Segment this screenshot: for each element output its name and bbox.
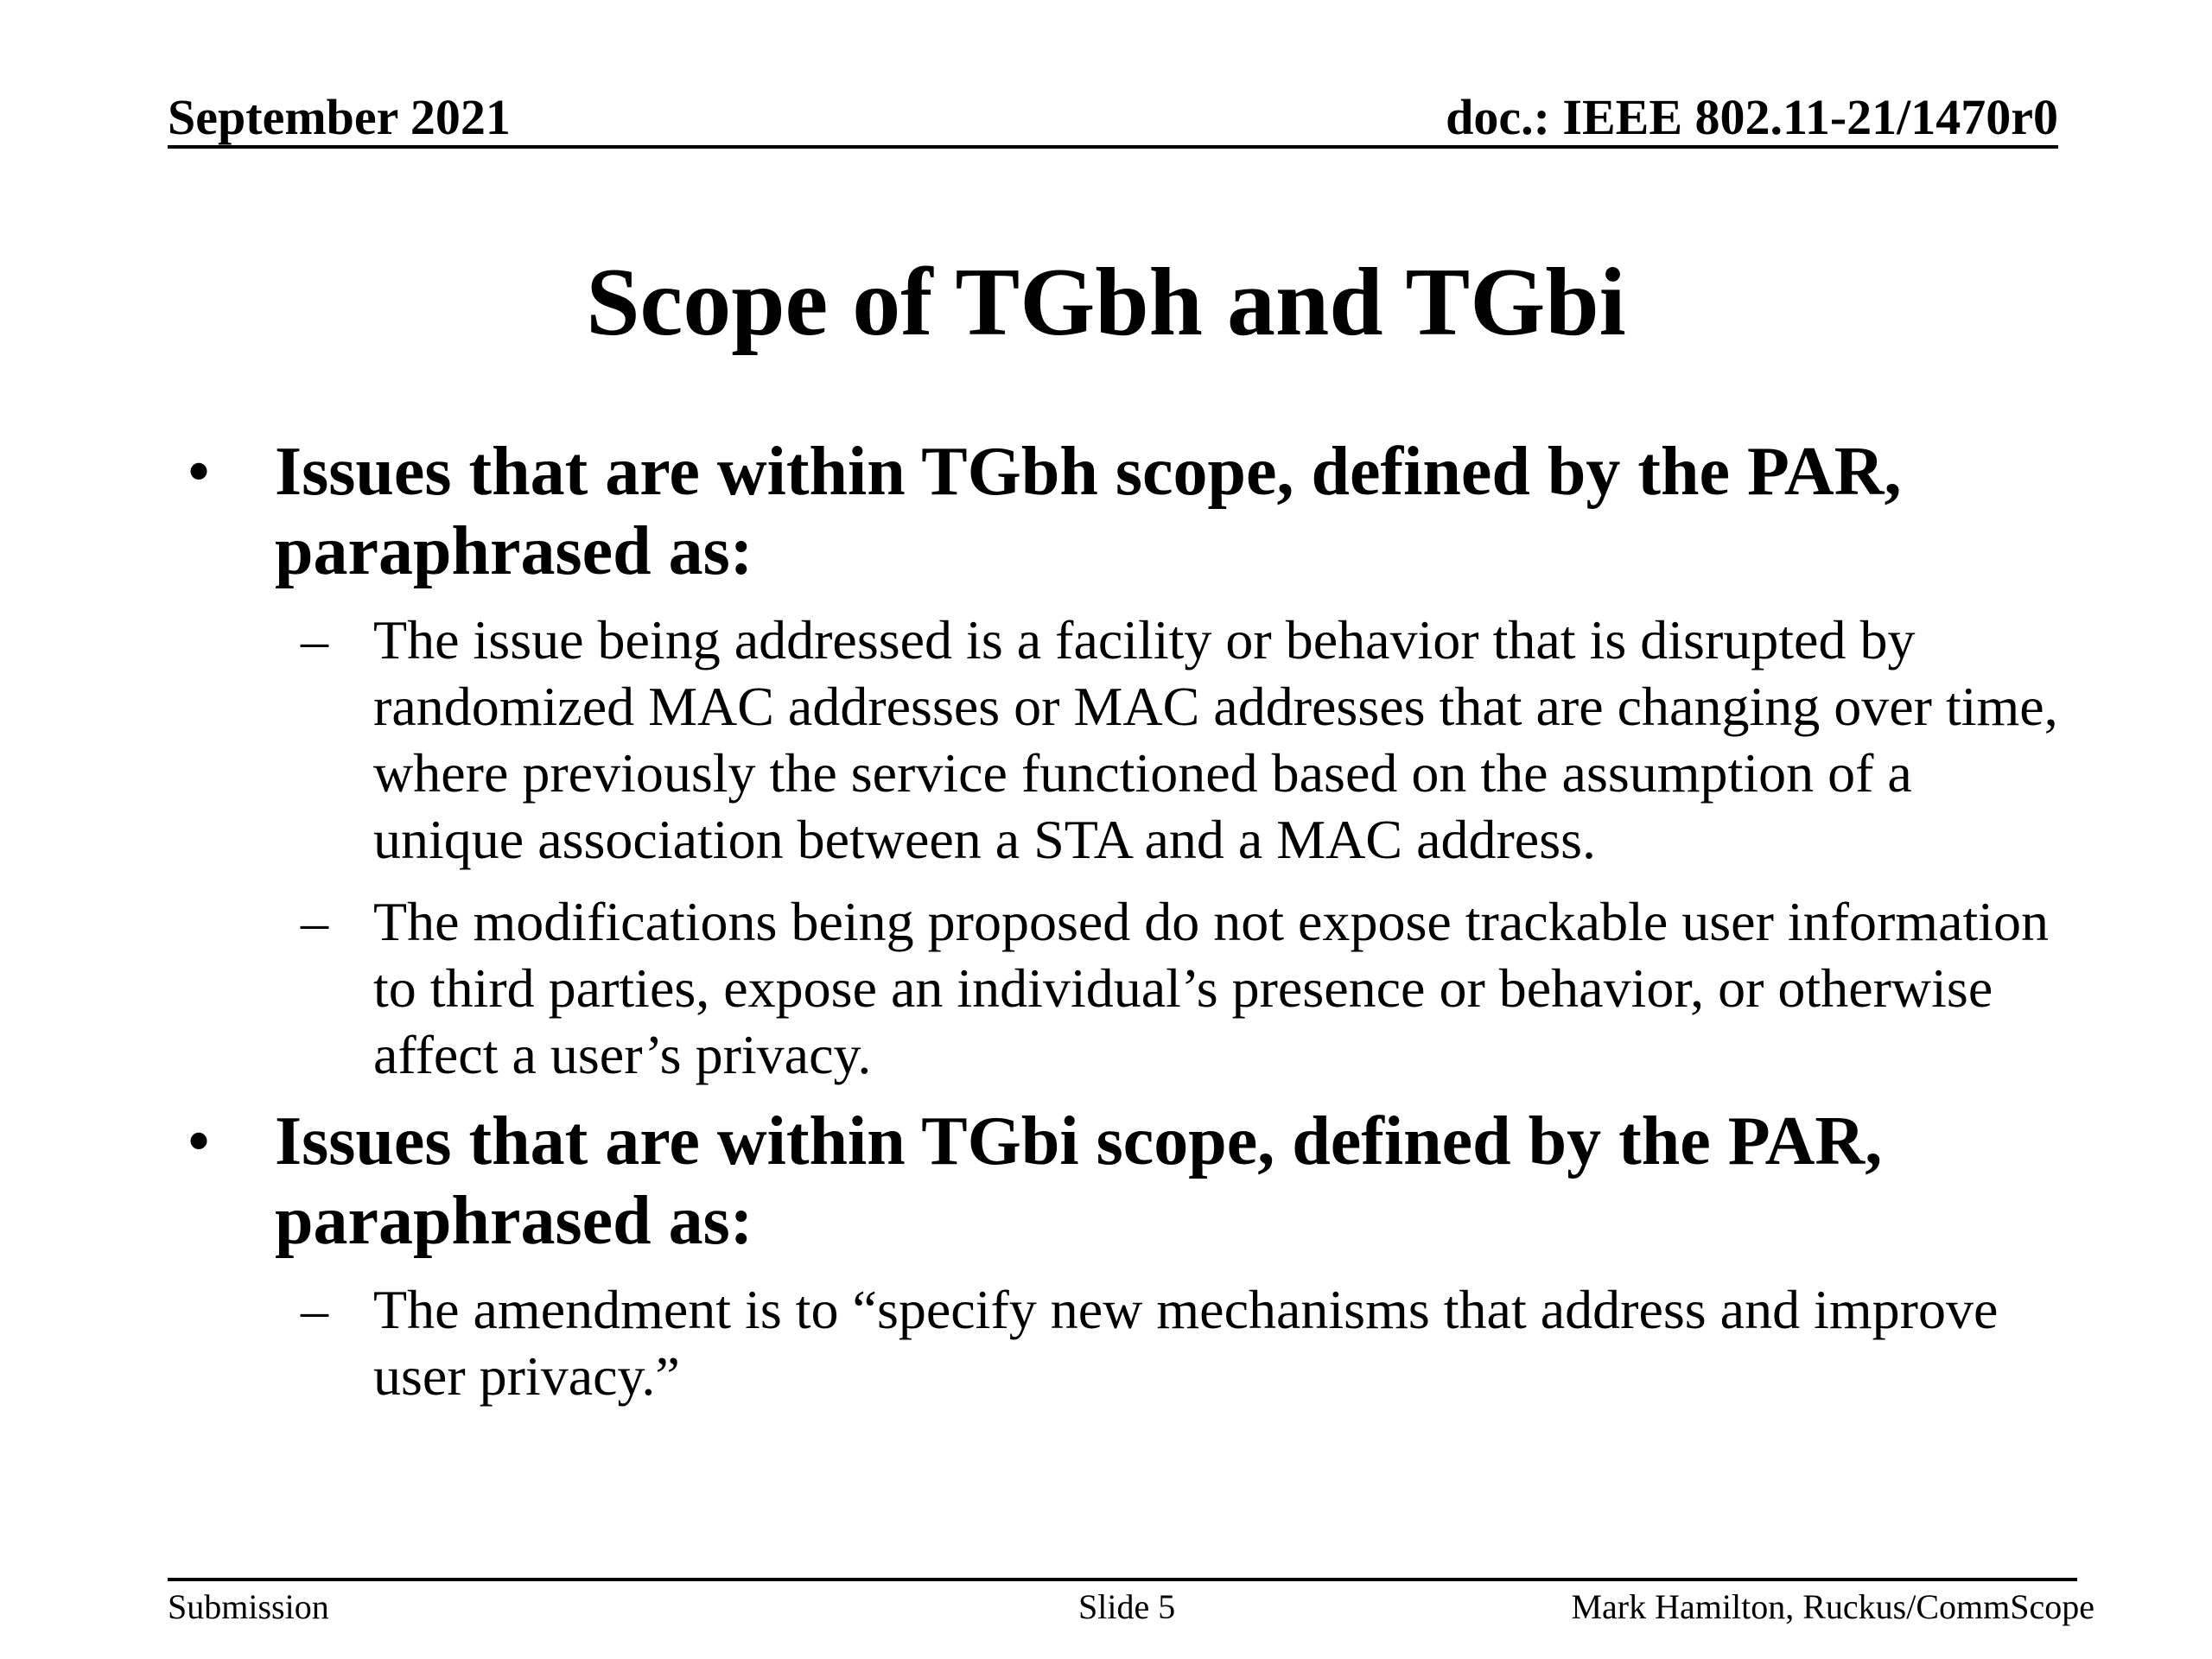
header-date: September 2021	[168, 89, 511, 145]
footer-slide-number: Slide 5	[1078, 1587, 1176, 1626]
dash-icon: –	[301, 609, 328, 671]
subitem-text: The issue being addressed is a facility or behavior that is disrupted by randomized MAC addresses or MAC addresses that are changing over time, where previously the service functioned based on the assumption of a unique association between a STA and a MAC address.	[373, 609, 2058, 870]
bullet-text: Issues that are within TGbi scope, defined by the PAR, paraphrased as:	[275, 1103, 1883, 1259]
slide-title: Scope of TGbh and TGbi	[586, 249, 1626, 356]
slide-footer	[168, 1583, 2094, 1631]
bullet-text: Issues that are within TGbh scope, defined by the PAR, paraphrased as:	[275, 434, 1902, 589]
subitem-tgbh-modifications	[173, 888, 2074, 1088]
slide-header	[168, 83, 2058, 152]
header-doc-id: doc.: IEEE 802.11-21/1470r0	[1446, 89, 2058, 145]
footer-rule	[168, 1578, 2077, 1581]
bullet-icon: •	[187, 1103, 212, 1179]
subitem-tgbi-amendment	[173, 1276, 2074, 1409]
subitem-text: The amendment is to “specify new mechanisms that address and improve user privacy.”	[373, 1279, 1999, 1407]
bullet-icon: •	[187, 434, 212, 510]
dash-icon: –	[301, 1279, 328, 1340]
header-rule	[168, 145, 2058, 149]
footer-author: Mark Hamilton, Ruckus/CommScope	[1571, 1587, 2094, 1626]
subitem-tgbh-issue	[173, 607, 2074, 873]
footer-submission: Submission	[168, 1587, 329, 1626]
subitem-text: The modifications being proposed do not expose trackable user information to third parties, expose an individual’s presence or behavior, or otherwise affect a user’s privacy.	[373, 891, 2050, 1085]
bullet-item-tgbi	[173, 1102, 2074, 1261]
slide-body	[173, 432, 2074, 1409]
dash-icon: –	[301, 891, 328, 952]
bullet-item-tgbh	[173, 432, 2074, 591]
